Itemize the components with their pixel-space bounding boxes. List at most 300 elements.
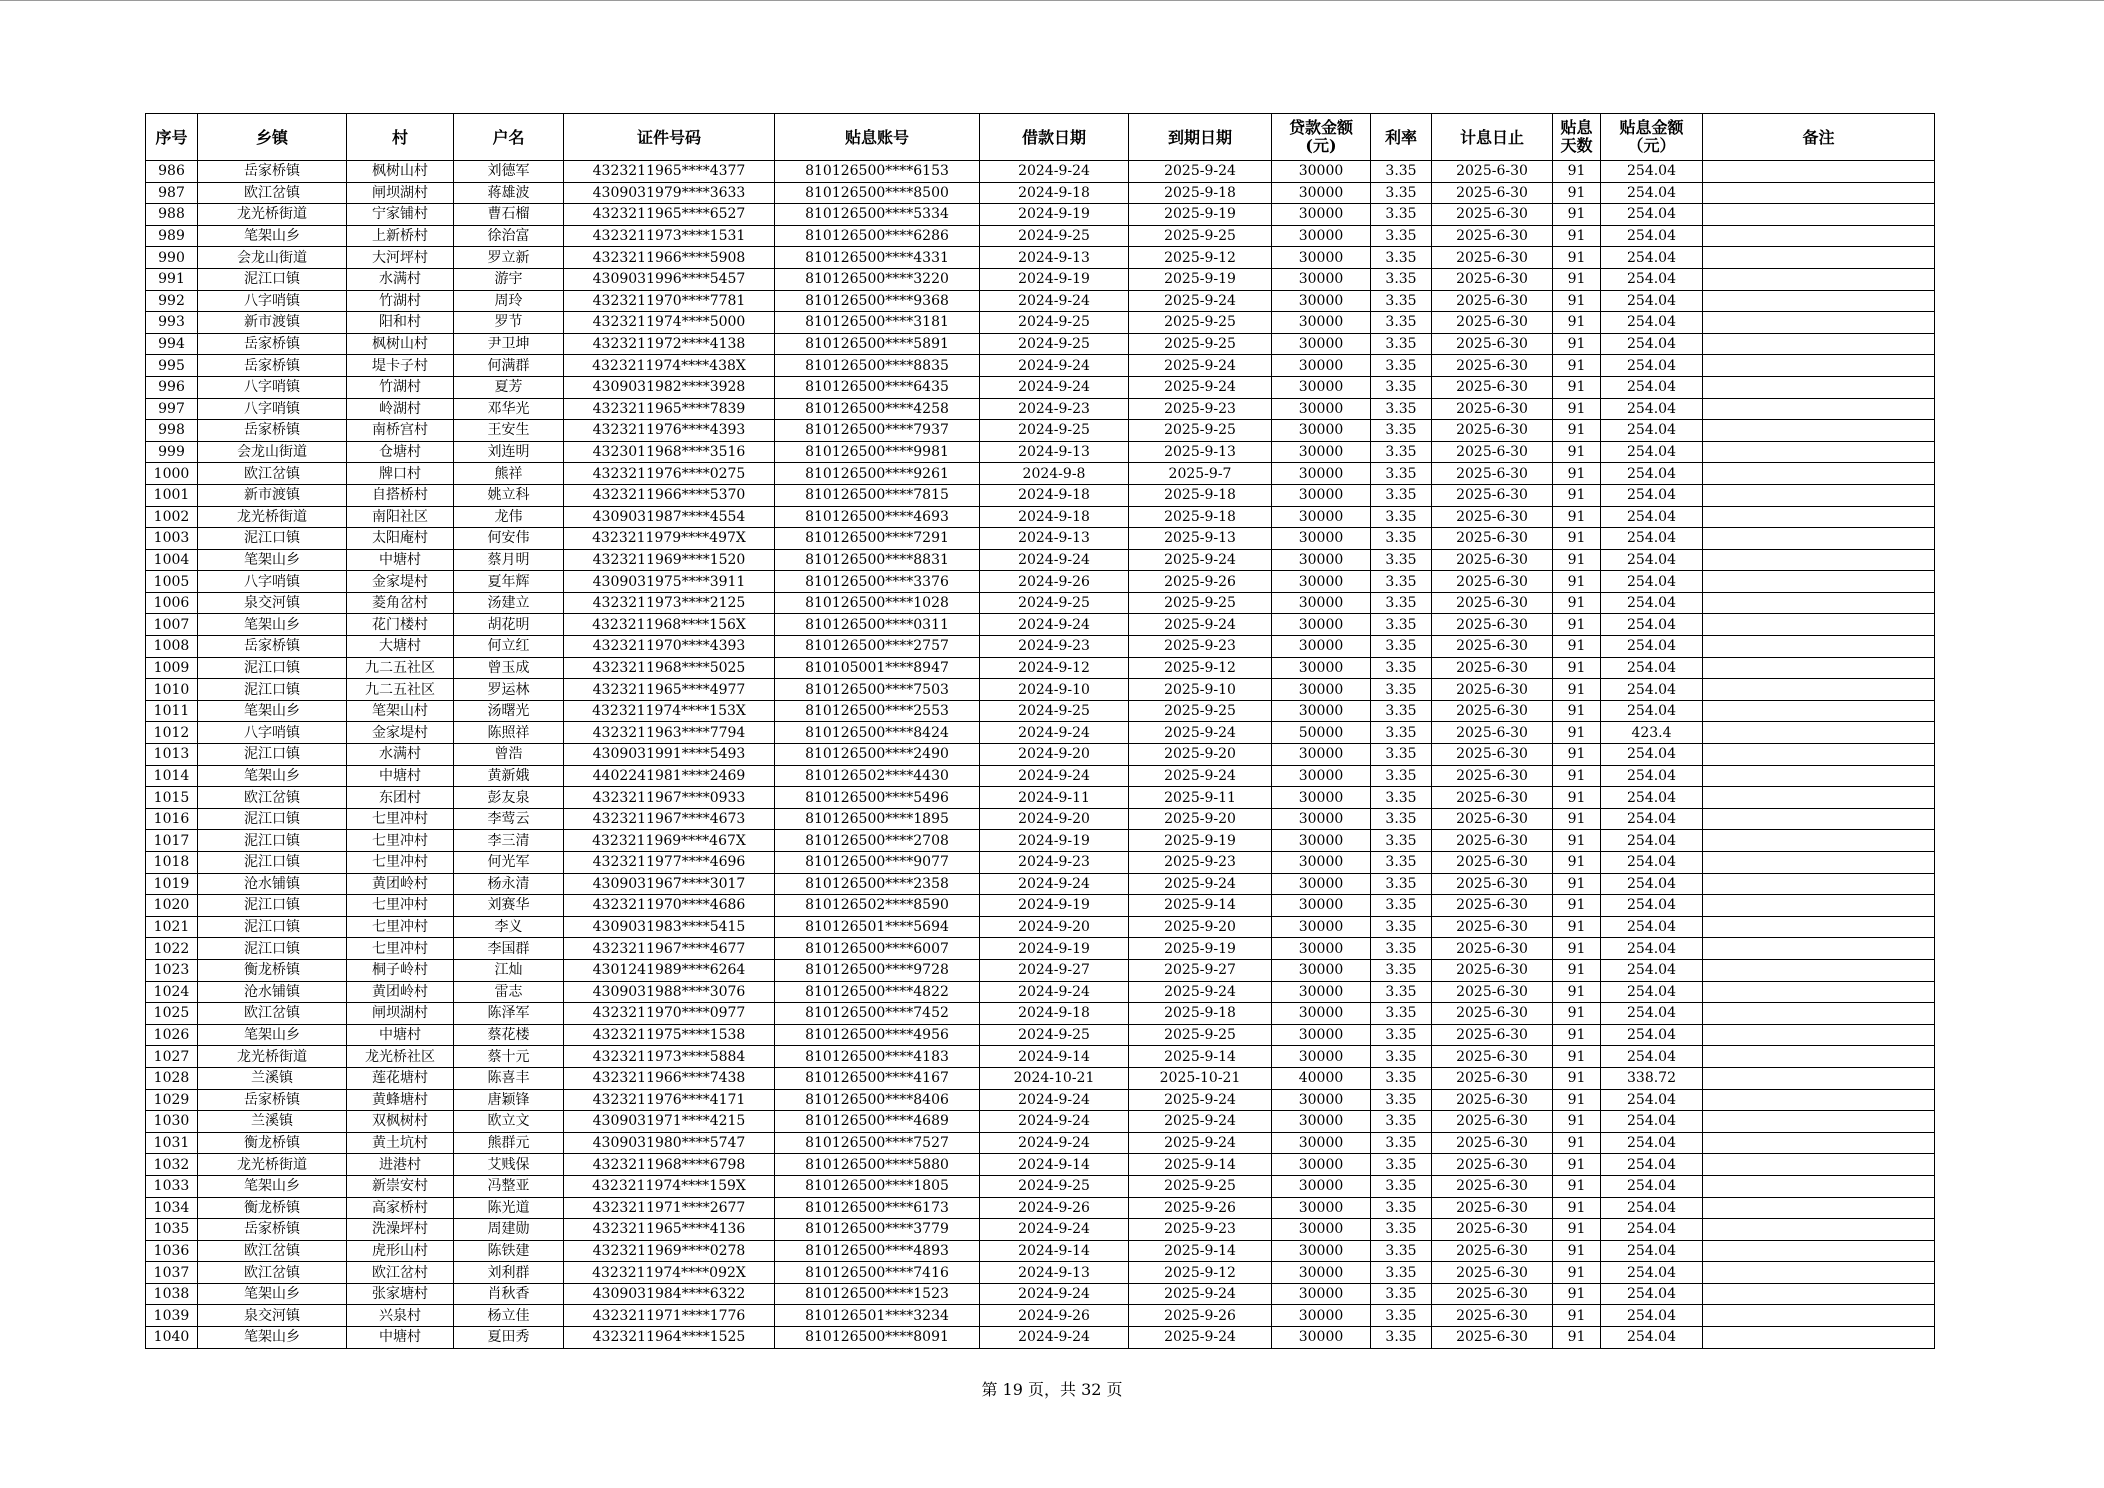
cell-loan-amount: 30000 xyxy=(1272,484,1371,506)
cell-township: 会龙山街道 xyxy=(198,247,347,269)
cell-subsidy-account: 810126500****6007 xyxy=(775,938,980,960)
cell-subsidy-amount: 254.04 xyxy=(1601,852,1703,874)
table-row xyxy=(146,1175,1935,1197)
cell-subsidy-amount: 254.04 xyxy=(1601,744,1703,766)
cell-subsidy-account: 810126500****4167 xyxy=(775,1067,980,1089)
cell-subsidy-days: 91 xyxy=(1553,700,1601,722)
cell-subsidy-account: 810126500****5334 xyxy=(775,204,980,226)
cell-village: 九二五社区 xyxy=(347,657,454,679)
cell-village: 黄蜂塘村 xyxy=(347,1089,454,1111)
cell-account-name: 夏芳 xyxy=(454,376,564,398)
cell-account-name: 何满群 xyxy=(454,355,564,377)
cell-id-number: 4323211965****6527 xyxy=(564,204,775,226)
cell-seq: 986 xyxy=(146,161,198,183)
cell-loan-date: 2024-9-24 xyxy=(980,765,1129,787)
cell-village: 兴泉村 xyxy=(347,1305,454,1327)
cell-subsidy-account: 810126500****6173 xyxy=(775,1197,980,1219)
cell-subsidy-account: 810105001****8947 xyxy=(775,657,980,679)
cell-interest-rate: 3.35 xyxy=(1371,225,1432,247)
column-header-due-date: 到期日期 xyxy=(1129,114,1272,161)
cell-account-name: 罗节 xyxy=(454,312,564,334)
cell-remarks xyxy=(1703,1003,1935,1025)
cell-interest-rate: 3.35 xyxy=(1371,657,1432,679)
cell-township: 笔架山乡 xyxy=(198,225,347,247)
cell-village: 进港村 xyxy=(347,1154,454,1176)
cell-remarks xyxy=(1703,959,1935,981)
cell-account-name: 陈喜丰 xyxy=(454,1067,564,1089)
cell-loan-date: 2024-9-19 xyxy=(980,895,1129,917)
cell-account-name: 刘德军 xyxy=(454,161,564,183)
cell-interest-end-date: 2025-6-30 xyxy=(1432,290,1553,312)
cell-due-date: 2025-9-24 xyxy=(1129,614,1272,636)
cell-subsidy-account: 810126500****9261 xyxy=(775,463,980,485)
cell-due-date: 2025-9-24 xyxy=(1129,290,1272,312)
cell-remarks xyxy=(1703,808,1935,830)
page-footer: 第 19 页，共 32 页 xyxy=(981,1380,1123,1399)
cell-interest-rate: 3.35 xyxy=(1371,1327,1432,1349)
cell-loan-amount: 30000 xyxy=(1272,657,1371,679)
cell-interest-end-date: 2025-6-30 xyxy=(1432,1003,1553,1025)
cell-subsidy-days: 91 xyxy=(1553,787,1601,809)
cell-interest-end-date: 2025-6-30 xyxy=(1432,1089,1553,1111)
cell-seq: 1038 xyxy=(146,1283,198,1305)
cell-interest-rate: 3.35 xyxy=(1371,765,1432,787)
cell-subsidy-amount: 254.04 xyxy=(1601,376,1703,398)
cell-remarks xyxy=(1703,873,1935,895)
column-header-seq: 序号 xyxy=(146,114,198,161)
cell-id-number: 4301241989****6264 xyxy=(564,959,775,981)
cell-remarks xyxy=(1703,528,1935,550)
cell-interest-end-date: 2025-6-30 xyxy=(1432,959,1553,981)
cell-subsidy-amount: 254.04 xyxy=(1601,549,1703,571)
cell-subsidy-days: 91 xyxy=(1553,333,1601,355)
cell-subsidy-days: 91 xyxy=(1553,182,1601,204)
table-row xyxy=(146,247,1935,269)
cell-village: 竹湖村 xyxy=(347,290,454,312)
cell-interest-end-date: 2025-6-30 xyxy=(1432,528,1553,550)
cell-village: 金家堤村 xyxy=(347,722,454,744)
cell-village: 欧江岔村 xyxy=(347,1262,454,1284)
cell-village: 莲花塘村 xyxy=(347,1067,454,1089)
cell-account-name: 曾玉成 xyxy=(454,657,564,679)
cell-loan-date: 2024-9-14 xyxy=(980,1240,1129,1262)
cell-interest-rate: 3.35 xyxy=(1371,528,1432,550)
cell-interest-rate: 3.35 xyxy=(1371,873,1432,895)
cell-interest-end-date: 2025-6-30 xyxy=(1432,1024,1553,1046)
table-row xyxy=(146,333,1935,355)
cell-subsidy-days: 91 xyxy=(1553,657,1601,679)
cell-account-name: 刘连明 xyxy=(454,441,564,463)
cell-subsidy-amount: 254.04 xyxy=(1601,312,1703,334)
cell-seq: 1006 xyxy=(146,592,198,614)
cell-seq: 1039 xyxy=(146,1305,198,1327)
cell-account-name: 艾贱保 xyxy=(454,1154,564,1176)
cell-subsidy-account: 810126500****2358 xyxy=(775,873,980,895)
cell-subsidy-account: 810126500****5496 xyxy=(775,787,980,809)
cell-township: 新市渡镇 xyxy=(198,312,347,334)
table-row xyxy=(146,895,1935,917)
cell-interest-end-date: 2025-6-30 xyxy=(1432,161,1553,183)
cell-loan-date: 2024-9-20 xyxy=(980,808,1129,830)
cell-due-date: 2025-9-20 xyxy=(1129,916,1272,938)
cell-township: 泥江口镇 xyxy=(198,679,347,701)
cell-village: 虎形山村 xyxy=(347,1240,454,1262)
cell-id-number: 4323211974****5000 xyxy=(564,312,775,334)
cell-due-date: 2025-9-20 xyxy=(1129,744,1272,766)
cell-subsidy-amount: 254.04 xyxy=(1601,290,1703,312)
table-row xyxy=(146,290,1935,312)
cell-remarks xyxy=(1703,1154,1935,1176)
cell-id-number: 4323211974****159X xyxy=(564,1175,775,1197)
cell-village: 桐子岭村 xyxy=(347,959,454,981)
cell-due-date: 2025-9-11 xyxy=(1129,787,1272,809)
cell-loan-amount: 30000 xyxy=(1272,592,1371,614)
cell-subsidy-amount: 254.04 xyxy=(1601,679,1703,701)
cell-subsidy-account: 810126500****4693 xyxy=(775,506,980,528)
cell-loan-date: 2024-9-24 xyxy=(980,1132,1129,1154)
cell-subsidy-amount: 254.04 xyxy=(1601,528,1703,550)
cell-loan-amount: 30000 xyxy=(1272,549,1371,571)
table-row xyxy=(146,1283,1935,1305)
table-row xyxy=(146,268,1935,290)
cell-loan-date: 2024-9-24 xyxy=(980,614,1129,636)
cell-seq: 1002 xyxy=(146,506,198,528)
cell-loan-date: 2024-9-24 xyxy=(980,1219,1129,1241)
cell-township: 欧江岔镇 xyxy=(198,1240,347,1262)
cell-subsidy-account: 810126500****1805 xyxy=(775,1175,980,1197)
cell-seq: 1028 xyxy=(146,1067,198,1089)
cell-account-name: 何光军 xyxy=(454,852,564,874)
table-row xyxy=(146,614,1935,636)
cell-account-name: 陈照祥 xyxy=(454,722,564,744)
cell-subsidy-amount: 254.04 xyxy=(1601,1046,1703,1068)
cell-interest-rate: 3.35 xyxy=(1371,1003,1432,1025)
cell-loan-date: 2024-9-25 xyxy=(980,700,1129,722)
cell-subsidy-account: 810126500****4956 xyxy=(775,1024,980,1046)
cell-village: 七里冲村 xyxy=(347,916,454,938)
cell-subsidy-account: 810126500****9077 xyxy=(775,852,980,874)
cell-township: 兰溪镇 xyxy=(198,1067,347,1089)
cell-remarks xyxy=(1703,1046,1935,1068)
cell-loan-date: 2024-9-25 xyxy=(980,420,1129,442)
cell-loan-date: 2024-9-25 xyxy=(980,1024,1129,1046)
cell-interest-rate: 3.35 xyxy=(1371,722,1432,744)
cell-interest-rate: 3.35 xyxy=(1371,787,1432,809)
cell-loan-amount: 30000 xyxy=(1272,290,1371,312)
cell-subsidy-account: 810126500****7291 xyxy=(775,528,980,550)
cell-seq: 995 xyxy=(146,355,198,377)
table-row xyxy=(146,1197,1935,1219)
cell-township: 泥江口镇 xyxy=(198,268,347,290)
cell-subsidy-account: 810126500****4183 xyxy=(775,1046,980,1068)
column-header-id-number: 证件号码 xyxy=(564,114,775,161)
cell-id-number: 4309031987****4554 xyxy=(564,506,775,528)
cell-loan-amount: 30000 xyxy=(1272,1111,1371,1133)
cell-loan-amount: 30000 xyxy=(1272,765,1371,787)
cell-seq: 1029 xyxy=(146,1089,198,1111)
cell-due-date: 2025-9-14 xyxy=(1129,895,1272,917)
cell-interest-rate: 3.35 xyxy=(1371,1197,1432,1219)
cell-seq: 1005 xyxy=(146,571,198,593)
cell-due-date: 2025-9-24 xyxy=(1129,1089,1272,1111)
cell-village: 张家塘村 xyxy=(347,1283,454,1305)
cell-township: 衡龙桥镇 xyxy=(198,1197,347,1219)
cell-id-number: 4323211965****4377 xyxy=(564,161,775,183)
cell-remarks xyxy=(1703,571,1935,593)
cell-village: 太阳庵村 xyxy=(347,528,454,550)
cell-township: 笔架山乡 xyxy=(198,765,347,787)
cell-id-number: 4309031975****3911 xyxy=(564,571,775,593)
cell-loan-amount: 30000 xyxy=(1272,938,1371,960)
cell-subsidy-amount: 254.04 xyxy=(1601,484,1703,506)
cell-subsidy-days: 91 xyxy=(1553,1003,1601,1025)
cell-subsidy-days: 91 xyxy=(1553,398,1601,420)
table-row xyxy=(146,1305,1935,1327)
cell-due-date: 2025-9-25 xyxy=(1129,1024,1272,1046)
cell-loan-amount: 30000 xyxy=(1272,873,1371,895)
cell-id-number: 4323211974****438X xyxy=(564,355,775,377)
cell-interest-end-date: 2025-6-30 xyxy=(1432,506,1553,528)
cell-loan-amount: 30000 xyxy=(1272,355,1371,377)
cell-subsidy-amount: 254.04 xyxy=(1601,1003,1703,1025)
cell-interest-end-date: 2025-6-30 xyxy=(1432,1262,1553,1284)
cell-interest-end-date: 2025-6-30 xyxy=(1432,1283,1553,1305)
cell-loan-amount: 50000 xyxy=(1272,722,1371,744)
cell-account-name: 冯整亚 xyxy=(454,1175,564,1197)
column-header-subsidy-amount: 贴息金额 （元） xyxy=(1601,114,1703,161)
cell-interest-end-date: 2025-6-30 xyxy=(1432,1219,1553,1241)
cell-interest-end-date: 2025-6-30 xyxy=(1432,679,1553,701)
cell-subsidy-amount: 254.04 xyxy=(1601,247,1703,269)
cell-id-number: 4323211970****0977 xyxy=(564,1003,775,1025)
cell-due-date: 2025-9-25 xyxy=(1129,333,1272,355)
cell-interest-rate: 3.35 xyxy=(1371,916,1432,938)
cell-due-date: 2025-9-19 xyxy=(1129,938,1272,960)
cell-subsidy-days: 91 xyxy=(1553,744,1601,766)
cell-subsidy-amount: 254.04 xyxy=(1601,895,1703,917)
cell-remarks xyxy=(1703,1024,1935,1046)
cell-seq: 1017 xyxy=(146,830,198,852)
cell-loan-amount: 30000 xyxy=(1272,981,1371,1003)
cell-interest-end-date: 2025-6-30 xyxy=(1432,830,1553,852)
cell-village: 中塘村 xyxy=(347,765,454,787)
cell-interest-rate: 3.35 xyxy=(1371,376,1432,398)
cell-loan-amount: 30000 xyxy=(1272,808,1371,830)
table-row xyxy=(146,204,1935,226)
table-row xyxy=(146,1024,1935,1046)
cell-loan-amount: 30000 xyxy=(1272,376,1371,398)
cell-subsidy-days: 91 xyxy=(1553,484,1601,506)
cell-seq: 1020 xyxy=(146,895,198,917)
cell-loan-date: 2024-9-13 xyxy=(980,441,1129,463)
cell-due-date: 2025-9-26 xyxy=(1129,1197,1272,1219)
cell-interest-rate: 3.35 xyxy=(1371,938,1432,960)
cell-subsidy-days: 91 xyxy=(1553,161,1601,183)
cell-seq: 1026 xyxy=(146,1024,198,1046)
cell-loan-amount: 30000 xyxy=(1272,1197,1371,1219)
cell-loan-amount: 30000 xyxy=(1272,614,1371,636)
cell-subsidy-amount: 254.04 xyxy=(1601,787,1703,809)
column-header-subsidy-days: 贴息 天数 xyxy=(1553,114,1601,161)
cell-id-number: 4323211976****4171 xyxy=(564,1089,775,1111)
cell-subsidy-amount: 254.04 xyxy=(1601,700,1703,722)
cell-loan-amount: 30000 xyxy=(1272,636,1371,658)
cell-due-date: 2025-10-21 xyxy=(1129,1067,1272,1089)
cell-village: 黄土坑村 xyxy=(347,1132,454,1154)
cell-remarks xyxy=(1703,463,1935,485)
cell-subsidy-amount: 254.04 xyxy=(1601,420,1703,442)
cell-due-date: 2025-9-25 xyxy=(1129,420,1272,442)
cell-loan-amount: 30000 xyxy=(1272,1240,1371,1262)
cell-seq: 1027 xyxy=(146,1046,198,1068)
table-row xyxy=(146,571,1935,593)
cell-subsidy-amount: 254.04 xyxy=(1601,981,1703,1003)
cell-remarks xyxy=(1703,1132,1935,1154)
cell-loan-date: 2024-9-27 xyxy=(980,959,1129,981)
cell-interest-rate: 3.35 xyxy=(1371,441,1432,463)
cell-loan-amount: 30000 xyxy=(1272,895,1371,917)
cell-village: 新崇安村 xyxy=(347,1175,454,1197)
cell-township: 八字哨镇 xyxy=(198,290,347,312)
cell-township: 八字哨镇 xyxy=(198,376,347,398)
cell-subsidy-days: 91 xyxy=(1553,830,1601,852)
cell-subsidy-amount: 254.04 xyxy=(1601,463,1703,485)
cell-village: 闸坝湖村 xyxy=(347,182,454,204)
cell-account-name: 罗运林 xyxy=(454,679,564,701)
cell-interest-end-date: 2025-6-30 xyxy=(1432,376,1553,398)
cell-interest-rate: 3.35 xyxy=(1371,290,1432,312)
cell-subsidy-days: 91 xyxy=(1553,1219,1601,1241)
cell-id-number: 4323211968****156X xyxy=(564,614,775,636)
cell-remarks xyxy=(1703,636,1935,658)
table-row xyxy=(146,441,1935,463)
cell-account-name: 李三清 xyxy=(454,830,564,852)
cell-township: 岳家桥镇 xyxy=(198,161,347,183)
cell-subsidy-amount: 254.04 xyxy=(1601,1219,1703,1241)
cell-subsidy-days: 91 xyxy=(1553,441,1601,463)
cell-township: 笔架山乡 xyxy=(198,700,347,722)
cell-interest-rate: 3.35 xyxy=(1371,592,1432,614)
cell-account-name: 徐治富 xyxy=(454,225,564,247)
cell-interest-rate: 3.35 xyxy=(1371,312,1432,334)
cell-account-name: 游宇 xyxy=(454,268,564,290)
cell-id-number: 4323211974****092X xyxy=(564,1262,775,1284)
cell-loan-date: 2024-9-12 xyxy=(980,657,1129,679)
cell-subsidy-amount: 254.04 xyxy=(1601,592,1703,614)
cell-due-date: 2025-9-24 xyxy=(1129,549,1272,571)
cell-id-number: 4309031967****3017 xyxy=(564,873,775,895)
cell-loan-amount: 30000 xyxy=(1272,528,1371,550)
cell-account-name: 熊群元 xyxy=(454,1132,564,1154)
cell-account-name: 蔡十元 xyxy=(454,1046,564,1068)
cell-interest-end-date: 2025-6-30 xyxy=(1432,1175,1553,1197)
cell-account-name: 刘赛华 xyxy=(454,895,564,917)
cell-interest-end-date: 2025-6-30 xyxy=(1432,895,1553,917)
cell-interest-end-date: 2025-6-30 xyxy=(1432,1305,1553,1327)
cell-interest-rate: 3.35 xyxy=(1371,679,1432,701)
cell-interest-end-date: 2025-6-30 xyxy=(1432,420,1553,442)
cell-loan-date: 2024-9-25 xyxy=(980,312,1129,334)
cell-id-number: 4323211971****1776 xyxy=(564,1305,775,1327)
cell-seq: 1032 xyxy=(146,1154,198,1176)
cell-loan-date: 2024-9-20 xyxy=(980,744,1129,766)
cell-account-name: 邓华光 xyxy=(454,398,564,420)
cell-loan-amount: 30000 xyxy=(1272,398,1371,420)
table-row xyxy=(146,1154,1935,1176)
cell-subsidy-account: 810126500****5880 xyxy=(775,1154,980,1176)
cell-due-date: 2025-9-24 xyxy=(1129,1327,1272,1349)
cell-loan-amount: 30000 xyxy=(1272,161,1371,183)
cell-village: 南桥宫村 xyxy=(347,420,454,442)
cell-remarks xyxy=(1703,1111,1935,1133)
cell-account-name: 周建勋 xyxy=(454,1219,564,1241)
cell-id-number: 4309031980****5747 xyxy=(564,1132,775,1154)
cell-township: 岳家桥镇 xyxy=(198,333,347,355)
cell-village: 中塘村 xyxy=(347,549,454,571)
cell-township: 新市渡镇 xyxy=(198,484,347,506)
cell-township: 泉交河镇 xyxy=(198,1305,347,1327)
cell-loan-date: 2024-9-26 xyxy=(980,1197,1129,1219)
cell-loan-amount: 30000 xyxy=(1272,700,1371,722)
cell-id-number: 4309031996****5457 xyxy=(564,268,775,290)
cell-remarks xyxy=(1703,679,1935,701)
cell-loan-date: 2024-9-18 xyxy=(980,506,1129,528)
cell-township: 欧江岔镇 xyxy=(198,182,347,204)
cell-village: 黄团岭村 xyxy=(347,981,454,1003)
cell-interest-rate: 3.35 xyxy=(1371,808,1432,830)
cell-due-date: 2025-9-24 xyxy=(1129,722,1272,744)
cell-subsidy-days: 91 xyxy=(1553,376,1601,398)
cell-interest-rate: 3.35 xyxy=(1371,1132,1432,1154)
cell-remarks xyxy=(1703,1067,1935,1089)
cell-loan-date: 2024-9-20 xyxy=(980,916,1129,938)
cell-remarks xyxy=(1703,204,1935,226)
cell-subsidy-days: 91 xyxy=(1553,1175,1601,1197)
cell-id-number: 4323011968****3516 xyxy=(564,441,775,463)
cell-interest-rate: 3.35 xyxy=(1371,1067,1432,1089)
cell-loan-date: 2024-9-10 xyxy=(980,679,1129,701)
cell-account-name: 曹石榴 xyxy=(454,204,564,226)
cell-subsidy-amount: 254.04 xyxy=(1601,161,1703,183)
table-row xyxy=(146,1262,1935,1284)
cell-subsidy-amount: 254.04 xyxy=(1601,441,1703,463)
cell-id-number: 4309031983****5415 xyxy=(564,916,775,938)
cell-id-number: 4309031991****5493 xyxy=(564,744,775,766)
cell-subsidy-amount: 254.04 xyxy=(1601,182,1703,204)
cell-account-name: 周玲 xyxy=(454,290,564,312)
cell-loan-date: 2024-9-13 xyxy=(980,1262,1129,1284)
cell-loan-amount: 30000 xyxy=(1272,852,1371,874)
cell-interest-rate: 3.35 xyxy=(1371,1283,1432,1305)
cell-due-date: 2025-9-13 xyxy=(1129,441,1272,463)
cell-loan-date: 2024-9-19 xyxy=(980,830,1129,852)
cell-interest-rate: 3.35 xyxy=(1371,1154,1432,1176)
cell-id-number: 4323211976****0275 xyxy=(564,463,775,485)
cell-township: 欧江岔镇 xyxy=(198,787,347,809)
cell-interest-rate: 3.35 xyxy=(1371,1305,1432,1327)
cell-due-date: 2025-9-18 xyxy=(1129,506,1272,528)
cell-remarks xyxy=(1703,1283,1935,1305)
cell-township: 岳家桥镇 xyxy=(198,636,347,658)
column-header-subsidy-account: 贴息账号 xyxy=(775,114,980,161)
cell-account-name: 唐颖锋 xyxy=(454,1089,564,1111)
cell-seq: 1025 xyxy=(146,1003,198,1025)
cell-loan-date: 2024-9-25 xyxy=(980,592,1129,614)
cell-seq: 1009 xyxy=(146,657,198,679)
cell-loan-amount: 30000 xyxy=(1272,1262,1371,1284)
cell-account-name: 汤建立 xyxy=(454,592,564,614)
cell-loan-amount: 30000 xyxy=(1272,420,1371,442)
